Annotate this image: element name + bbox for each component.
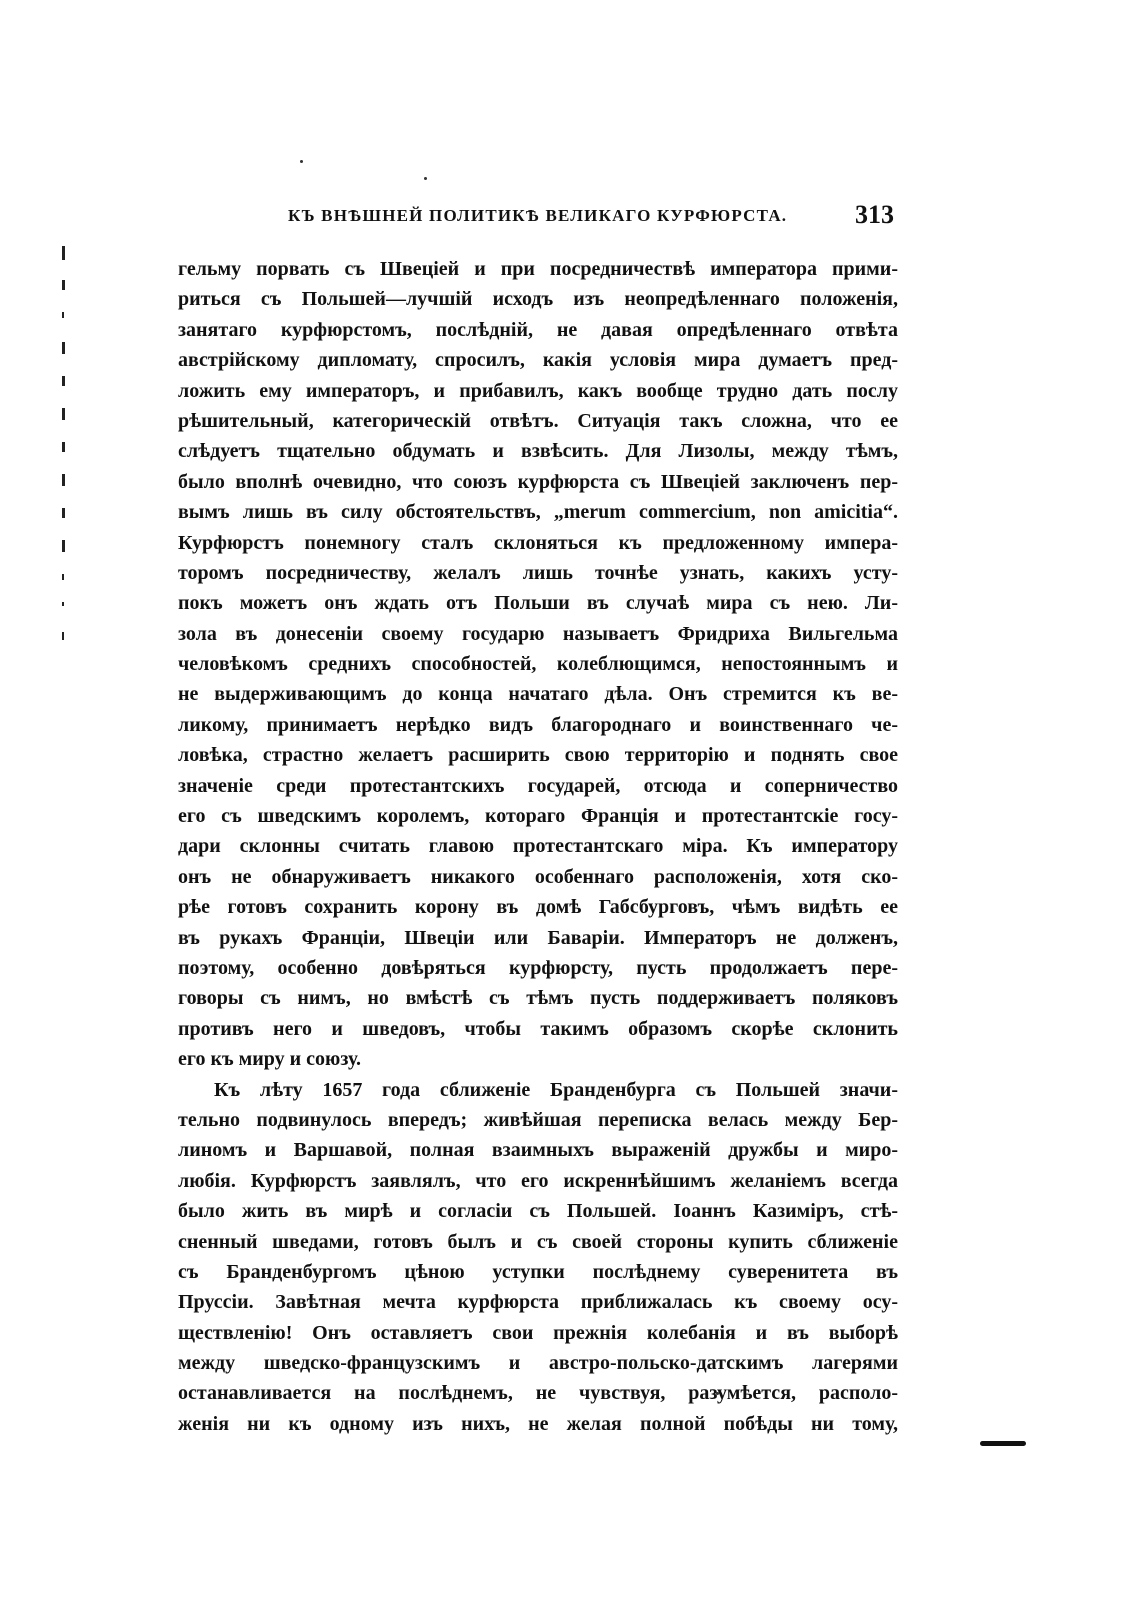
text-line: зола въ донесеніи своему государю называетъ Фридриха Вильгельма [178, 622, 898, 645]
scan-mark [62, 508, 65, 518]
text-line: ликому, принимаетъ нерѣдко видъ благороднаго и воинственнаго че- [178, 713, 898, 736]
text-line: противъ него и шведовъ, чтобы такимъ образомъ скорѣе склонить [178, 1017, 898, 1040]
text-line: останавливается на послѣднемъ, не чувствуя, разумѣется, располо- [178, 1382, 898, 1405]
scan-mark [62, 342, 65, 354]
text-line: слѣдуетъ тщательно обдумать и взвѣсить. Для Лизолы, между тѣмъ, [178, 440, 898, 463]
scan-mark [62, 602, 64, 606]
scan-mark [62, 574, 64, 580]
scan-mark [62, 408, 65, 420]
body-text [178, 254, 898, 1439]
text-line: Къ лѣту 1657 года сближеніе Бранденбурга съ Польшей значи- [214, 1078, 898, 1101]
margin-scan-marks [58, 246, 70, 640]
page-number: 313 [855, 200, 894, 229]
text-line: человѣкомъ среднихъ способностей, колеблющимся, непостояннымъ и [178, 653, 898, 676]
text-line: его съ шведскимъ королемъ, котораго Франція и протестантскіе госу- [178, 805, 898, 828]
text-line: ществленію! Онъ оставляетъ свои прежнія колебанія и въ выборѣ [178, 1321, 898, 1344]
text-line: сненный шведами, готовъ былъ и съ своей стороны купить сближеніе [178, 1230, 898, 1253]
text-line: значеніе среди протестантскихъ государей, отсюда и соперничество [178, 774, 898, 797]
scan-mark [62, 246, 65, 260]
text-line: въ рукахъ Франціи, Швеціи или Баваріи. Императоръ не долженъ, [178, 926, 898, 949]
text-line: женія ни къ одному изъ нихъ, не желая полной побѣды ни тому, [178, 1412, 898, 1435]
scan-speck [300, 160, 303, 163]
text-line: тельно подвинулось впередъ; живѣйшая переписка велась между Бер- [178, 1108, 898, 1131]
scan-mark [62, 280, 65, 290]
text-line: дари склонны считать главою протестантскаго міра. Къ императору [178, 835, 898, 858]
text-line: Пруссіи. Завѣтная мечта курфюрста приближалась къ своему осу- [178, 1291, 898, 1314]
scan-edge-mark [980, 1441, 1026, 1446]
text-line: говоры съ нимъ, но вмѣстѣ съ тѣмъ пусть поддерживаетъ поляковъ [178, 987, 898, 1010]
text-line: рѣшительный, категорическій отвѣтъ. Ситуація такъ сложна, что ее [178, 409, 898, 432]
scan-speck [424, 177, 427, 180]
text-line: линомъ и Варшавой, полная взаимныхъ выраженій дружбы и миро- [178, 1139, 898, 1162]
text-line: ловѣка, страстно желаетъ расширить свою территорію и поднять свое [178, 744, 898, 767]
text-line: любія. Курфюрстъ заявлялъ, что его искреннѣйшимъ желаніемъ всегда [178, 1169, 898, 1192]
text-line: его къ миру и союзу. [178, 1048, 361, 1071]
text-line: занятаго курфюрстомъ, послѣдній, не давая опредѣленнаго отвѣта [178, 318, 898, 341]
text-line: ложить ему императоръ, и прибавилъ, какъ вообще трудно дать послу [178, 379, 898, 402]
text-line: поэтому, особенно довѣряться курфюрсту, пусть продолжаетъ пере- [178, 956, 898, 979]
text-line: не выдерживающимъ до конца начатаго дѣла. Онъ стремится къ ве- [178, 683, 898, 706]
text-line: было вполнѣ очевидно, что союзъ курфюрста съ Швеціей заключенъ пер- [178, 470, 898, 493]
text-line: между шведско-французскимъ и австро-польско-датскимъ лагерями [178, 1352, 898, 1375]
text-line: австрійскому дипломату, спросилъ, какія условія мира думаетъ пред- [178, 349, 898, 372]
scan-mark [62, 376, 65, 386]
running-head: КЪ ВНѢШНЕЙ ПОЛИТИКѢ ВЕЛИКАГО КУРФЮРСТА. [288, 206, 788, 225]
text-line: съ Бранденбургомъ цѣною уступки послѣднему суверенитета въ [178, 1260, 898, 1283]
scan-mark [62, 442, 65, 452]
text-line: вымъ лишь въ силу обстоятельствъ, „merum commercium, non amicitia“. [178, 501, 898, 524]
scan-mark [62, 474, 65, 486]
text-line: рѣе готовъ сохранить корону въ домѣ Габсбурговъ, чѣмъ видѣть ее [178, 896, 898, 919]
text-line: покъ можетъ онъ ждать отъ Польши въ случаѣ мира съ нею. Ли- [178, 592, 898, 615]
text-line: гельму порвать съ Швеціей и при посредничествѣ императора прими- [178, 258, 898, 280]
text-line: было жить въ мирѣ и согласіи съ Польшей. Іоаннъ Казиміръ, стѣ- [178, 1200, 898, 1223]
text-line: риться съ Польшей—лучшій исходъ изъ неопредѣленнаго положенія, [178, 288, 898, 311]
text-line: Курфюрстъ понемногу сталъ склоняться къ предложенному импера- [178, 531, 898, 554]
scan-mark [62, 632, 64, 640]
paragraph [178, 254, 898, 1075]
text-line: онъ не обнаруживаетъ никакого особеннаго расположенія, хотя ско- [178, 865, 898, 888]
paragraph [178, 1075, 898, 1440]
scan-mark [62, 540, 65, 552]
text-line: торомъ посредничеству, желалъ лишь точнѣе узнать, какихъ усту- [178, 561, 898, 584]
scan-mark [62, 312, 64, 318]
